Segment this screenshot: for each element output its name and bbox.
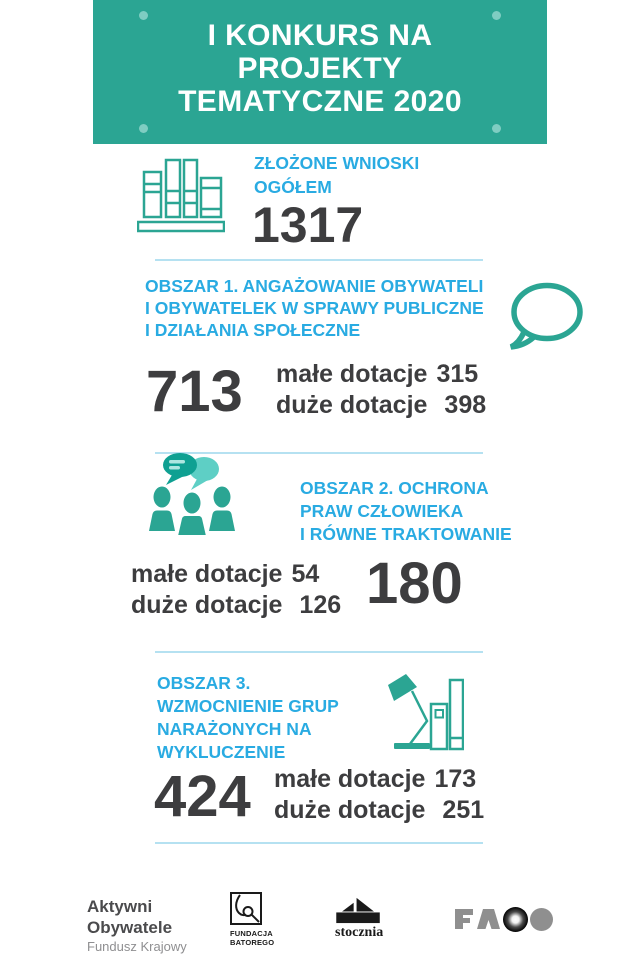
total-heading-line: OGÓŁEM xyxy=(254,177,332,197)
stat-value: 315 xyxy=(436,360,479,388)
stat-value: 54 xyxy=(291,560,320,588)
stat-row xyxy=(274,795,484,826)
stat-row xyxy=(274,764,484,795)
stat-value: 126 xyxy=(299,591,342,619)
stat-label: duże dotacje xyxy=(274,796,426,824)
stat-value: 173 xyxy=(434,765,477,793)
corner-dot xyxy=(139,124,148,133)
books-shelf-icon xyxy=(137,157,225,235)
area3-total: 424 xyxy=(154,764,251,829)
area2-heading-line: OBSZAR 2. OCHRONA xyxy=(300,478,489,498)
area2-heading xyxy=(300,477,512,546)
section-divider xyxy=(155,842,483,844)
desk-lamp-books-icon xyxy=(384,673,464,753)
corner-dot xyxy=(139,11,148,20)
faoo-letters-icon xyxy=(453,907,553,933)
area2-heading-line: I RÓWNE TRAKTOWANIE xyxy=(300,524,512,544)
batorego-caption-line: BATOREGO xyxy=(230,938,275,947)
area1-heading-line: I OBYWATELEK W SPRAWY PUBLICZNE xyxy=(145,298,484,318)
logo-faoo xyxy=(453,907,553,933)
area3-heading-line: OBSZAR 3. xyxy=(157,673,251,693)
section-divider xyxy=(155,259,483,261)
corner-dot xyxy=(492,124,501,133)
area2-heading-line: PRAW CZŁOWIEKA xyxy=(300,501,464,521)
stat-label: małe dotacje xyxy=(274,765,426,793)
area1-heading-line: I DZIAŁANIA SPOŁECZNE xyxy=(145,320,361,340)
stat-value: 398 xyxy=(444,391,487,419)
area3-stats xyxy=(274,764,484,826)
stat-label: duże dotacje xyxy=(276,391,428,419)
poster-title xyxy=(93,0,547,118)
stat-label: małe dotacje xyxy=(276,360,428,388)
stat-row xyxy=(131,590,341,621)
area2-total: 180 xyxy=(366,551,463,616)
logo-aktywni-obywatele xyxy=(87,896,187,955)
area2-stats xyxy=(131,559,341,621)
poster-title-line: TEMATYCZNE 2020 xyxy=(178,85,462,118)
area1-stats xyxy=(276,359,486,421)
area3-heading xyxy=(157,672,339,764)
stocznia-boat-icon xyxy=(335,896,382,925)
area3-heading-line: NARAŻONYCH NA xyxy=(157,719,312,739)
logo-fundacja-batorego xyxy=(230,892,274,947)
batorego-caption-line: FUNDACJA xyxy=(230,929,273,938)
poster-title-line: PROJEKTY xyxy=(237,52,403,85)
aktywni-subtitle: Fundusz Krajowy xyxy=(87,939,187,954)
stocznia-caption: stocznia xyxy=(335,925,384,940)
area3-heading-line: WYKLUCZENIE xyxy=(157,742,286,762)
total-heading xyxy=(254,151,419,199)
area3-heading-line: WZMOCNIENIE GRUP xyxy=(157,696,339,716)
stat-value: 251 xyxy=(442,796,485,824)
aktywni-name-line: Aktywni xyxy=(87,897,153,916)
stat-label: duże dotacje xyxy=(131,591,283,619)
title-banner xyxy=(93,0,547,144)
poster-title-line: I KONKURS NA xyxy=(207,19,433,52)
people-discussion-icon xyxy=(147,452,237,536)
area1-total: 713 xyxy=(146,359,243,424)
total-value: 1317 xyxy=(252,197,364,253)
area1-heading-line: OBSZAR 1. ANGAŻOWANIE OBYWATELI xyxy=(145,276,484,296)
corner-dot xyxy=(492,11,501,20)
batorego-emblem-icon xyxy=(230,892,262,926)
speech-bubble-icon xyxy=(506,281,584,351)
section-divider xyxy=(155,651,483,653)
stat-row xyxy=(131,559,341,590)
logo-stocznia xyxy=(335,896,382,941)
stat-row xyxy=(276,390,486,421)
aktywni-name-line: Obywatele xyxy=(87,918,173,937)
stat-row xyxy=(276,359,486,390)
area1-heading xyxy=(145,275,484,341)
total-heading-line: ZŁOŻONE WNIOSKI xyxy=(254,153,420,173)
stat-label: małe dotacje xyxy=(131,560,283,588)
